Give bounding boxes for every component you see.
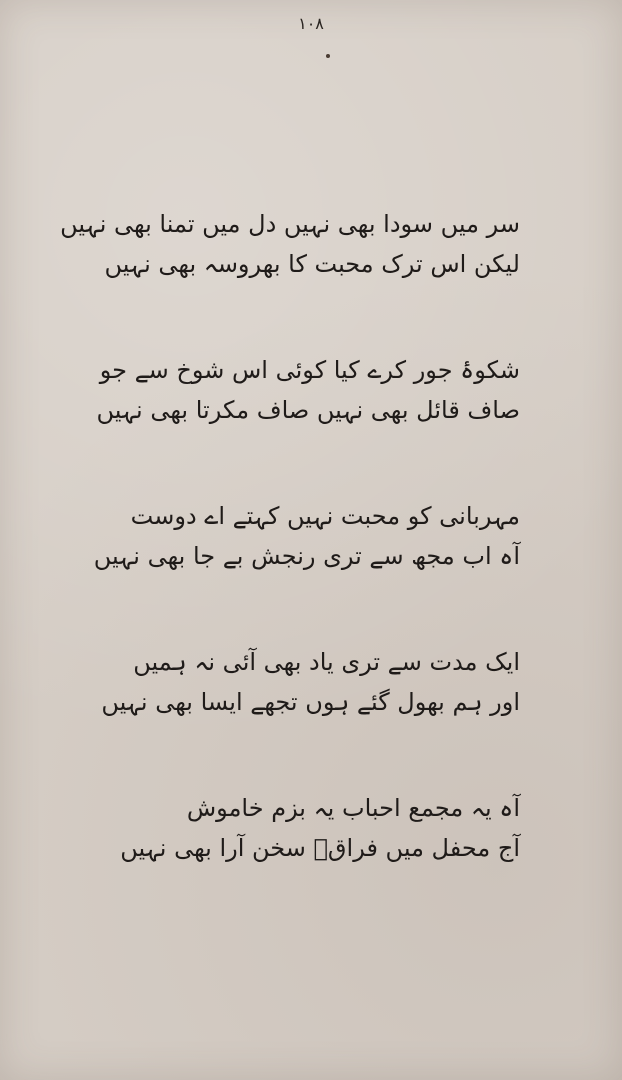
verse-line: صاف قائل بھی نہیں صاف مکرتا بھی نہیں <box>96 396 520 424</box>
couplet-4 <box>80 642 520 722</box>
page-number: ۱۰۸ <box>298 14 324 33</box>
verse-line: آج محفل میں فراقؔ سخن آرا بھی نہیں <box>120 834 520 862</box>
verse-line: سر میں سودا بھی نہیں دل میں تمنا بھی نہیں <box>60 210 520 238</box>
ink-spot <box>326 54 330 58</box>
poem <box>60 204 520 934</box>
verse-line: اور ہم بھول گئے ہوں تجھے ایسا بھی نہیں <box>101 688 520 716</box>
verse-line: مہربانی کو محبت نہیں کہتے اے دوست <box>130 502 520 530</box>
verse-line: آہ اب مجھ سے تری رنجش بے جا بھی نہیں <box>93 542 520 570</box>
couplet-1 <box>60 204 520 284</box>
verse-line: شکوۂ جور کرے کیا کوئی اس شوخ سے جو <box>99 356 520 384</box>
verse-line: ایک مدت سے تری یاد بھی آئی نہ ہمیں <box>133 648 520 676</box>
couplet-3 <box>80 496 520 576</box>
verse-line: لیکن اس ترک محبت کا بھروسہ بھی نہیں <box>104 250 520 278</box>
couplet-5 <box>80 788 520 868</box>
couplet-2 <box>80 350 520 430</box>
verse-line: آہ یہ مجمع احباب یہ بزم خاموش <box>186 794 520 822</box>
